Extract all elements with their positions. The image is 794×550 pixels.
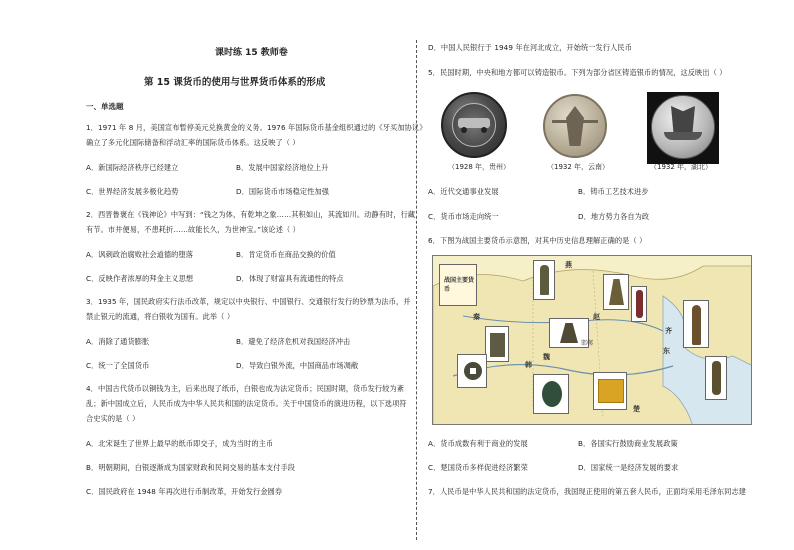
q1-option-d: D．国际货币市场稳定性加强 — [236, 187, 330, 196]
qin-coin-image — [485, 326, 509, 362]
map-label-dong: 东 — [663, 347, 670, 355]
map-label-qi: 齐 — [665, 327, 672, 335]
q1-option-b: B．发展中国家经济地位上升 — [236, 163, 329, 172]
q4-option-a: A．北宋诞生了世界上最早的纸币即交子，成为当时的主币 — [86, 439, 274, 448]
spade-coin-image-1 — [603, 274, 629, 310]
q5-option-c: C．货币市场走向统一 — [428, 212, 499, 221]
q3-option-c: C．统一了全国货币 — [86, 361, 150, 370]
q5-option-a: A．近代交通事业发展 — [428, 187, 499, 196]
map-label-wei: 魏 — [543, 353, 550, 361]
q2-option-a: A．讽刺政治腐败社会道德的堕落 — [86, 250, 194, 259]
q4-option-c: C．国民政府在 1948 年再次进行币制改革，开始发行金圆券 — [86, 487, 283, 496]
q7-stem: 7．人民币是中华人民共和国的法定货币，我国现正使用的第五套人民币，正面均采用毛泽东同志建 — [428, 487, 747, 496]
q6-option-a: A．货币成数有利于商业的发展 — [428, 439, 528, 448]
page-title: 课时练 15 教师卷 — [215, 48, 288, 58]
map-legend-box — [439, 264, 477, 306]
q2-stem-line1: 2．西晋鲁褒在《钱神论》中写到：“钱之为体，有乾坤之象……其积如山，其流如川。动静有时，行藏 — [86, 210, 416, 219]
q6-option-b: B．各国实行鼓励商业发展政策 — [578, 439, 678, 448]
q2-stem-line2: 有节。市井便易，不患耗折……故能长久，为世神宝。”该论述（ ） — [86, 225, 300, 234]
q2-option-c: C．反映作者浓厚的拜金主义思想 — [86, 274, 194, 283]
q3-option-b: B．避免了经济危机对我国经济冲击 — [236, 337, 351, 346]
q5-option-b: B．铸币工艺技术进步 — [578, 187, 649, 196]
q6-option-d: D．国家统一是经济发展的要求 — [578, 463, 679, 472]
coin-caption-3: （1932 年，湖北） — [650, 163, 713, 171]
map-label-han: 韩 — [525, 361, 532, 369]
chu-gold-plate-image — [593, 372, 627, 410]
q6-stem: 6．下图为战国主要货币示意图，对其中历史信息理解正确的是（ ） — [428, 236, 647, 245]
q1-stem-line2: 确立了多元化国际储备和浮动汇率的国际货币体系。这反映了（ ） — [86, 138, 300, 147]
coin-caption-2: （1932 年，云南） — [547, 163, 610, 171]
q3-option-d: D．导致白银外流，中国商品市场凋敝 — [236, 361, 359, 370]
map-label-qin: 秦 — [473, 313, 480, 321]
q1-stem-line1: 1．1971 年 8 月，美国宣布暂停美元兑换黄金的义务。1976 年国际货币基金组织通过的《牙买加协议》 — [86, 123, 427, 132]
q2-option-b: B．肯定货币在商品交换的价值 — [236, 250, 336, 259]
q4-stem-line2: 乱；新中国成立后，人民币成为中华人民共和国的法定货币。关于中国货币的演进历程，以下选项符 — [86, 399, 407, 408]
q4-option-d: D．中国人民银行于 1949 年在河北成立，开始统一发行人民币 — [428, 43, 632, 52]
map-label-chu: 楚 — [633, 405, 640, 413]
q4-option-b: B．明朝期间，白银逐渐成为国家财政和民间交易的基本支付手段 — [86, 463, 296, 472]
coin-caption-1: （1928 年，贵州） — [448, 163, 511, 171]
q3-stem-line2: 禁止银元的流通，将白银收为国有。此举（ ） — [86, 312, 235, 321]
map-label-handan: 邯郸 — [581, 340, 594, 347]
map-label-zhao: 赵 — [593, 313, 600, 321]
q4-stem-line1: 4．中国古代货币以铜钱为主，后来出现了纸币，白银也成为法定货币；民国时期，货币发行较为紊 — [86, 384, 405, 393]
q4-stem-line3: 合史实的是（ ） — [86, 414, 140, 423]
q5-stem: 5．民国时期，中央和地方都可以铸造银币。下列为部分省区铸造银币的情况，这反映出（ ） — [428, 68, 727, 77]
knife-coin-image — [533, 260, 555, 300]
map-label-yan: 燕 — [565, 261, 572, 269]
yan-knife-coin-image — [705, 356, 727, 400]
section-heading: 一、单选题 — [86, 102, 124, 111]
knife-coin-image-2 — [631, 286, 647, 322]
q1-option-c: C．世界经济发展多极化趋势 — [86, 187, 179, 196]
map-legend-title: 战国主要货币 — [444, 277, 475, 293]
q5-option-d: D．地方势力各自为政 — [578, 212, 650, 221]
ant-nose-coin-image — [533, 374, 569, 414]
qi-knife-coin-image — [683, 300, 709, 348]
warring-states-currency-map — [432, 255, 752, 425]
q2-option-d: D．体现了财富具有流通性的特点 — [236, 274, 344, 283]
q3-option-a: A．消除了通货膨胀 — [86, 337, 150, 346]
lesson-title: 第 15 课货币的使用与世界货币体系的形成 — [144, 77, 326, 88]
q3-stem-line1: 3．1935 年，国民政府实行法币改革，规定以中央银行、中国银行、交通银行发行的钞票为法币，并 — [86, 297, 411, 306]
column-divider — [416, 40, 417, 540]
q1-option-a: A．新国际经济秩序已经建立 — [86, 163, 179, 172]
ban-liang-coin-image — [457, 354, 487, 388]
q6-option-c: C．楚国货币多样促进经济繁荣 — [428, 463, 528, 472]
